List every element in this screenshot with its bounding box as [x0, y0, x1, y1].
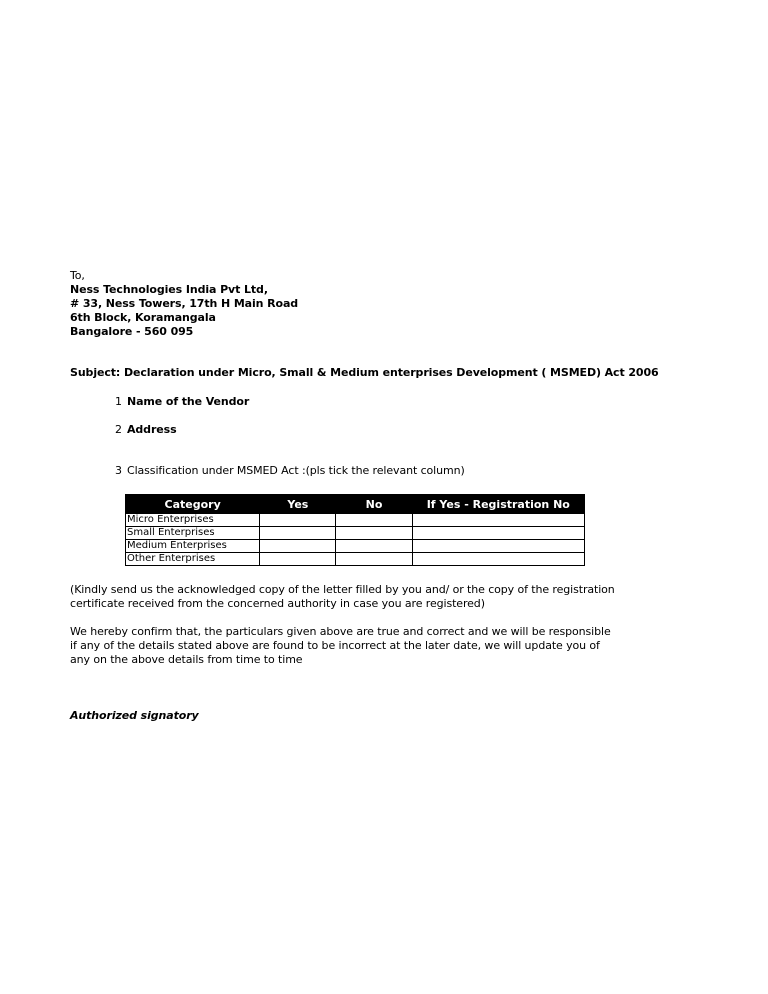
item-label-classification: Classification under MSMED Act :(pls tick the relevant column): [127, 464, 465, 477]
category-cell: Small Enterprises: [126, 527, 260, 540]
table-row: [126, 553, 585, 566]
note-line-1: (Kindly send us the acknowledged copy of the letter filled by you and/ or the copy of the registration: [70, 583, 615, 596]
header-registration-no: If Yes - Registration No: [412, 495, 584, 514]
address-line-3: Bangalore - 560 095: [70, 325, 194, 338]
registration-no-cell[interactable]: [412, 553, 584, 566]
authorized-signatory: Authorized signatory: [70, 709, 199, 722]
subject-line: Subject: Declaration under Micro, Small & Medium enterprises Development ( MSMED) Act 2006: [70, 366, 659, 379]
registration-no-cell[interactable]: [412, 514, 584, 527]
confirmation-line-3: any on the above details from time to time: [70, 653, 303, 666]
yes-cell[interactable]: [260, 527, 336, 540]
registration-no-cell[interactable]: [412, 540, 584, 553]
table-header-row: [126, 495, 585, 514]
header-no: No: [336, 495, 412, 514]
note-line-2: certificate received from the concerned authority in case you are registered): [70, 597, 485, 610]
confirmation-line-1: We hereby confirm that, the particulars given above are true and correct and we will be responsible: [70, 625, 611, 638]
item-number-2: 2: [115, 423, 122, 436]
no-cell[interactable]: [336, 553, 412, 566]
address-line-1: # 33, Ness Towers, 17th H Main Road: [70, 297, 299, 310]
yes-cell[interactable]: [260, 540, 336, 553]
no-cell[interactable]: [336, 527, 412, 540]
header-category: Category: [126, 495, 260, 514]
item-label-address: Address: [127, 423, 177, 436]
category-cell: Other Enterprises: [126, 553, 260, 566]
item-label-vendor-name: Name of the Vendor: [127, 395, 250, 408]
salutation: To,: [70, 269, 85, 282]
no-cell[interactable]: [336, 540, 412, 553]
company-name: Ness Technologies India Pvt Ltd,: [70, 283, 268, 296]
item-number-1: 1: [115, 395, 122, 408]
header-yes: Yes: [260, 495, 336, 514]
category-cell: Medium Enterprises: [126, 540, 260, 553]
category-cell: Micro Enterprises: [126, 514, 260, 527]
address-line-2: 6th Block, Koramangala: [70, 311, 216, 324]
no-cell[interactable]: [336, 514, 412, 527]
table-row: [126, 514, 585, 527]
table-row: [126, 540, 585, 553]
table-row: [126, 527, 585, 540]
yes-cell[interactable]: [260, 553, 336, 566]
yes-cell[interactable]: [260, 514, 336, 527]
item-number-3: 3: [115, 464, 122, 477]
confirmation-line-2: if any of the details stated above are found to be incorrect at the later date, we will update you of: [70, 639, 600, 652]
classification-table: [125, 494, 585, 566]
registration-no-cell[interactable]: [412, 527, 584, 540]
